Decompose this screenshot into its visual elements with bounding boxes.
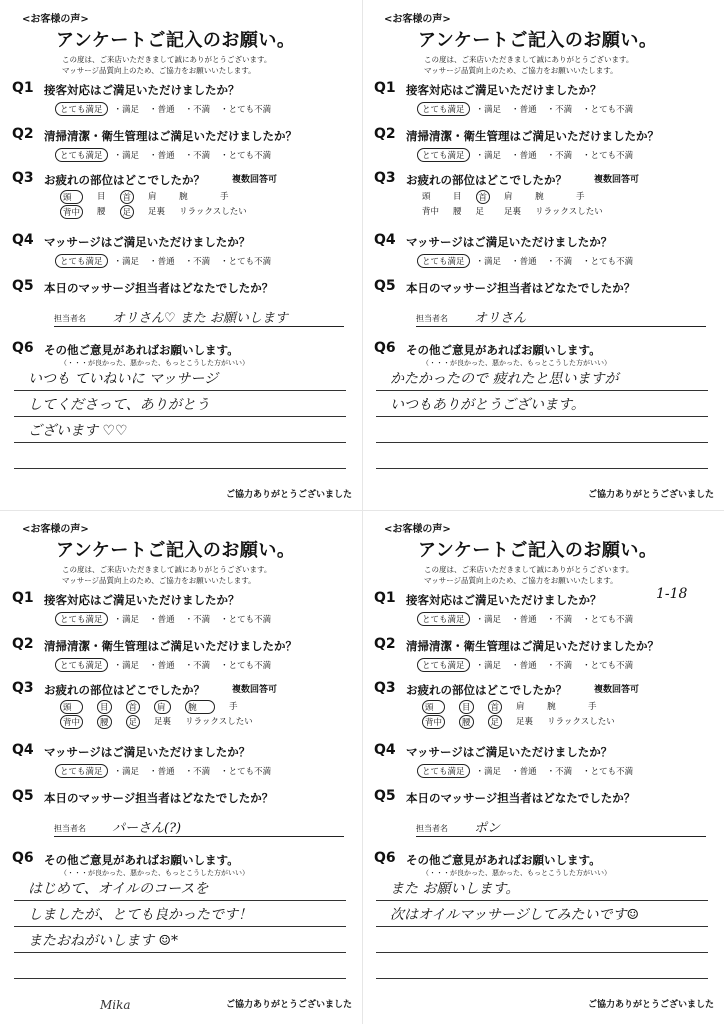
option-dissatisfied[interactable]: 不満 [193,257,211,267]
option-neutral[interactable]: 普通 [519,661,537,671]
separator-dot: ・ [546,257,556,267]
option-satisfied[interactable]: 満足 [122,615,140,625]
thanks-footer: ご協力ありがとうございました [587,1000,714,1010]
option-very-satisfied[interactable]: とても満足 [55,148,108,162]
separator-dot: ・ [220,661,229,671]
handwritten-comment: いつも ていねいに マッサージ [28,371,219,387]
separator-dot: ・ [113,257,123,267]
option-very-satisfied[interactable]: とても満足 [417,658,470,672]
option-very-satisfied[interactable]: とても満足 [55,612,108,626]
option-neutral[interactable]: 普通 [157,151,175,161]
option-very-dissatisfied[interactable]: とても不満 [590,105,634,115]
option-neutral[interactable]: 普通 [157,767,175,777]
separator-dot: ・ [582,661,591,671]
q4-options [60,254,281,268]
separator-dot: ・ [149,105,158,115]
q2-options [422,658,643,672]
option-very-dissatisfied[interactable]: とても不満 [590,767,634,777]
option-neutral[interactable]: 普通 [157,615,175,625]
body-part-option[interactable]: 手 [587,702,597,712]
staff-name-handwritten: オリさん♡ また お願いします [112,311,288,326]
body-part-option[interactable]: 頭 [422,192,431,202]
body-part-option[interactable]: 腕 [535,192,544,202]
separator-dot: ・ [511,257,520,267]
question-number: Q3 [374,170,396,186]
question-q6: その他ご意見があればお願いします。 [44,343,239,357]
option-very-dissatisfied[interactable]: とても不満 [228,661,272,671]
body-part-option[interactable]: 足 [475,207,485,217]
question-number: Q2 [12,636,34,652]
body-part-option[interactable]: 背中 [60,715,83,729]
handwritten-comment: してくださって、ありがとう [28,397,210,413]
staff-label: 担当者名 [54,824,86,833]
question-q4: マッサージはご満足いただけましたか？ [44,235,251,249]
intro-line: この度は、ご来店いただきまして誠にありがとうございます。 [62,55,272,64]
question-q4: マッサージはご満足いただけましたか？ [406,235,613,249]
q6-hint: （・・・が良かった、悪かった、もっとこうした方がいい） [422,869,611,877]
separator-dot: ・ [113,615,123,625]
body-part-option[interactable]: 腕 [547,702,556,712]
body-part-options [60,190,247,219]
staff-label: 担当者名 [54,314,86,323]
question-number: Q2 [12,126,34,142]
option-very-dissatisfied[interactable]: とても不満 [590,151,634,161]
separator-dot: ・ [511,105,520,115]
handwritten-comment: かたかったので 疲れたと思いますが [390,371,619,387]
question-number: Q3 [12,680,34,696]
question-q3: お疲れの部位はどこでしたか？ [44,683,205,697]
handwritten-comment: また お願いします。 [390,881,520,897]
intro-line: この度は、ご来店いただきまして誠にありがとうございます。 [424,55,634,64]
intro-text [62,54,271,76]
separator-dot: ・ [184,615,194,625]
q2-options [60,658,281,672]
option-satisfied[interactable]: 満足 [484,615,502,625]
separator-dot: ・ [184,257,194,267]
q4-options [422,254,643,268]
option-neutral[interactable]: 普通 [157,257,175,267]
body-part-option[interactable]: 肩 [504,192,513,202]
option-neutral[interactable]: 普通 [519,105,537,115]
separator-dot: ・ [546,151,556,161]
body-part-option[interactable]: 背中 [422,715,445,729]
separator-dot: ・ [184,661,194,671]
survey-sheet [366,516,718,1016]
header-tag: <お客様の声> [22,14,89,25]
body-part-option[interactable]: 目 [97,700,112,714]
body-part-option[interactable]: 手 [228,702,238,712]
question-q4: マッサージはご満足いただけましたか？ [44,745,251,759]
question-number: Q4 [12,742,34,758]
comment-line [376,926,708,927]
separator-dot: ・ [546,661,556,671]
question-number: Q3 [374,680,396,696]
body-part-option[interactable]: 肩 [516,702,525,712]
separator-dot: ・ [149,661,158,671]
question-number: Q1 [12,80,34,96]
survey-sheet [4,516,356,1016]
body-part-option[interactable]: 目 [459,700,474,714]
question-q5: 本日のマッサージ担当者はどなたでしたか？ [406,281,636,295]
survey-sheet [366,6,718,506]
separator-dot: ・ [220,151,229,161]
handwritten-signature: Mika [100,998,131,1012]
comment-line [14,468,346,469]
option-neutral[interactable]: 普通 [157,105,175,115]
question-number: Q2 [374,636,396,652]
separator-dot: ・ [475,151,485,161]
question-number: Q6 [12,850,34,866]
question-q1: 接客対応はご満足いただけましたか？ [44,593,240,607]
separator-dot: ・ [582,615,591,625]
question-number: Q1 [12,590,34,606]
q4-options [60,764,281,778]
question-q2: 清掃清潔・衛生管理はご満足いただけましたか？ [406,129,659,143]
body-part-option[interactable]: 腰 [97,715,112,729]
intro-text [62,564,271,586]
body-part-option[interactable]: 背中 [60,205,83,219]
separator-dot: ・ [511,151,520,161]
body-part-options [422,700,615,729]
body-part-option[interactable]: 腰 [459,715,474,729]
question-q1: 接客対応はご満足いただけましたか？ [44,83,240,97]
option-satisfied[interactable]: 満足 [484,767,502,777]
separator-dot: ・ [582,257,591,267]
body-part-option[interactable]: 首 [126,700,141,714]
option-satisfied[interactable]: 満足 [484,257,502,267]
separator-dot: ・ [184,105,194,115]
body-part-option[interactable]: 首 [476,190,491,204]
body-part-option[interactable]: 足裏 [154,717,172,727]
question-number: Q3 [12,170,34,186]
separator-dot: ・ [113,105,123,115]
separator-dot: ・ [113,767,123,777]
staff-name-field[interactable] [54,818,344,837]
q4-options [422,764,643,778]
option-very-dissatisfied[interactable]: とても不満 [228,105,272,115]
option-neutral[interactable]: 普通 [519,257,537,267]
separator-dot: ・ [582,105,591,115]
body-part-option[interactable]: 足裏 [516,717,534,727]
body-part-options [422,190,603,217]
multiple-answers-note: 複数回答可 [232,685,278,695]
body-part-option[interactable]: 首 [488,700,503,714]
separator-dot: ・ [475,767,485,777]
option-neutral[interactable]: 普通 [157,661,175,671]
question-number: Q6 [374,340,396,356]
body-part-option[interactable]: リラックスしたい [535,207,603,217]
handwritten-date: 1-18 [656,586,688,602]
body-part-option[interactable]: リラックスしたい [185,717,253,727]
separator-dot: ・ [475,615,485,625]
question-q6: その他ご意見があればお願いします。 [406,853,601,867]
question-q6: その他ご意見があればお願いします。 [406,343,601,357]
body-part-option[interactable]: 足 [488,715,503,729]
option-very-dissatisfied[interactable]: とても不満 [228,151,272,161]
separator-dot: ・ [582,767,591,777]
q1-options [60,612,281,626]
option-neutral[interactable]: 普通 [519,767,537,777]
option-dissatisfied[interactable]: 不満 [555,615,573,625]
separator-dot: ・ [475,661,485,671]
option-very-dissatisfied[interactable]: とても不満 [228,767,272,777]
separator-dot: ・ [149,151,158,161]
intro-line: マッサージ品質向上のため、ご協力をお願いいたします。 [62,66,256,75]
sheet-divider-horizontal [0,510,724,511]
question-q2: 清掃清潔・衛生管理はご満足いただけましたか？ [44,639,297,653]
option-satisfied[interactable]: 満足 [484,661,502,671]
comment-line [14,390,346,391]
option-very-satisfied[interactable]: とても満足 [55,102,108,116]
question-number: Q5 [12,788,34,804]
option-dissatisfied[interactable]: 不満 [193,615,211,625]
thanks-footer: ご協力ありがとうございました [587,490,714,500]
handwritten-comment: ございます ♡♡ [28,423,128,439]
question-number: Q4 [12,232,34,248]
question-q2: 清掃清潔・衛生管理はご満足いただけましたか？ [44,129,297,143]
intro-line: この度は、ご来店いただきまして誠にありがとうございます。 [424,565,634,574]
question-q1: 接客対応はご満足いただけましたか？ [406,593,602,607]
option-dissatisfied[interactable]: 不満 [555,661,573,671]
question-number: Q4 [374,742,396,758]
survey-title: アンケートご記入のお願い。 [418,30,658,51]
intro-line: この度は、ご来店いただきまして誠にありがとうございます。 [62,565,272,574]
comment-line [14,952,346,953]
survey-title: アンケートご記入のお願い。 [56,540,296,561]
separator-dot: ・ [475,105,485,115]
option-very-satisfied[interactable]: とても満足 [55,254,108,268]
separator-dot: ・ [546,105,556,115]
intro-line: マッサージ品質向上のため、ご協力をお願いいたします。 [424,576,618,585]
thanks-footer: ご協力ありがとうございました [225,1000,352,1010]
comment-line [14,926,346,927]
separator-dot: ・ [113,661,123,671]
staff-name-field[interactable] [416,308,706,327]
body-part-option[interactable]: 手 [575,192,585,202]
body-part-option[interactable]: 背中 [422,207,440,217]
option-dissatisfied[interactable]: 不満 [555,257,573,267]
option-dissatisfied[interactable]: 不満 [555,767,573,777]
option-very-dissatisfied[interactable]: とても不満 [590,257,634,267]
question-number: Q4 [374,232,396,248]
body-part-option[interactable]: 足裏 [148,207,166,217]
comment-line [14,416,346,417]
comment-line [376,390,708,391]
body-part-option[interactable]: 足 [126,715,141,729]
intro-line: マッサージ品質向上のため、ご協力をお願いいたします。 [62,576,256,585]
intro-text [424,564,633,586]
separator-dot: ・ [220,105,229,115]
body-part-option[interactable]: 腕 [185,700,215,714]
question-q2: 清掃清潔・衛生管理はご満足いただけましたか？ [406,639,659,653]
separator-dot: ・ [184,151,194,161]
comment-line [14,978,346,979]
body-part-options [60,700,253,729]
separator-dot: ・ [184,767,194,777]
option-satisfied[interactable]: 満足 [122,661,140,671]
separator-dot: ・ [113,151,123,161]
question-q5: 本日のマッサージ担当者はどなたでしたか？ [406,791,636,805]
body-part-option[interactable]: 首 [120,190,135,204]
separator-dot: ・ [511,767,520,777]
survey-sheet [4,6,356,506]
question-number: Q2 [374,126,396,142]
handwritten-comment: 次はオイルマッサージしてみたいです☺ [390,907,640,923]
body-part-option[interactable]: 腰 [97,207,106,217]
separator-dot: ・ [511,615,520,625]
separator-dot: ・ [546,615,556,625]
comment-line [14,900,346,901]
q1-options [60,102,281,116]
option-very-satisfied[interactable]: とても満足 [55,764,108,778]
comment-line [376,442,708,443]
body-part-option[interactable]: 目 [97,192,106,202]
option-satisfied[interactable]: 満足 [122,767,140,777]
question-q5: 本日のマッサージ担当者はどなたでしたか？ [44,281,274,295]
survey-title: アンケートご記入のお願い。 [56,30,296,51]
option-dissatisfied[interactable]: 不満 [193,661,211,671]
option-very-satisfied[interactable]: とても満足 [55,658,108,672]
body-part-option[interactable]: 足裏 [504,207,522,217]
option-very-dissatisfied[interactable]: とても不満 [228,257,272,267]
q2-options [60,148,281,162]
body-part-option[interactable]: リラックスしたい [179,207,247,217]
intro-line: マッサージ品質向上のため、ご協力をお願いいたします。 [424,66,618,75]
option-neutral[interactable]: 普通 [519,151,537,161]
question-q3: お疲れの部位はどこでしたか？ [406,173,567,187]
option-satisfied[interactable]: 満足 [484,151,502,161]
body-part-option[interactable]: リラックスしたい [547,717,615,727]
sheet-divider-vertical [362,0,363,1024]
separator-dot: ・ [220,767,229,777]
comment-line [376,978,708,979]
handwritten-comment: またおねがいします ☺* [28,933,179,949]
separator-dot: ・ [546,767,556,777]
survey-title: アンケートご記入のお願い。 [418,540,658,561]
question-number: Q1 [374,590,396,606]
option-very-dissatisfied[interactable]: とても不満 [228,615,272,625]
thanks-footer: ご協力ありがとうございました [225,490,352,500]
handwritten-comment: しましたが、とても良かったです！ [28,907,252,923]
staff-name-field[interactable] [54,308,344,327]
question-number: Q5 [12,278,34,294]
intro-text [424,54,633,76]
header-tag: <お客様の声> [384,524,451,535]
separator-dot: ・ [149,615,158,625]
question-q3: お疲れの部位はどこでしたか？ [44,173,205,187]
separator-dot: ・ [475,257,485,267]
option-neutral[interactable]: 普通 [519,615,537,625]
handwritten-comment: はじめて、オイルのコースを [28,881,209,897]
multiple-answers-note: 複数回答可 [232,175,278,185]
comment-line [376,416,708,417]
separator-dot: ・ [149,767,158,777]
separator-dot: ・ [220,615,229,625]
separator-dot: ・ [149,257,158,267]
separator-dot: ・ [511,661,520,671]
question-q3: お疲れの部位はどこでしたか？ [406,683,567,697]
body-part-option[interactable]: 足 [120,205,135,219]
option-dissatisfied[interactable]: 不満 [193,105,211,115]
separator-dot: ・ [582,151,591,161]
option-very-satisfied[interactable]: とても満足 [417,254,470,268]
body-part-option[interactable]: 目 [453,192,462,202]
option-very-dissatisfied[interactable]: とても不満 [590,615,634,625]
option-satisfied[interactable]: 満足 [122,105,140,115]
q6-hint: （・・・が良かった、悪かった、もっとこうした方がいい） [60,869,249,877]
q1-options [422,102,643,116]
option-dissatisfied[interactable]: 不満 [193,767,211,777]
question-number: Q5 [374,788,396,804]
question-number: Q5 [374,278,396,294]
body-part-option[interactable]: 肩 [148,192,157,202]
staff-name-field[interactable] [416,818,706,837]
option-dissatisfied[interactable]: 不満 [555,151,573,161]
option-very-satisfied[interactable]: とても満足 [417,102,470,116]
question-number: Q6 [374,850,396,866]
q2-options [422,148,643,162]
body-part-option[interactable]: 頭 [60,700,83,714]
body-part-option[interactable]: 頭 [422,700,445,714]
comment-line [376,468,708,469]
separator-dot: ・ [220,257,229,267]
body-part-option[interactable]: 手 [219,192,229,202]
header-tag: <お客様の声> [22,524,89,535]
option-dissatisfied[interactable]: 不満 [193,151,211,161]
comment-line [14,442,346,443]
q6-hint: （・・・が良かった、悪かった、もっとこうした方がいい） [60,359,249,367]
question-number: Q6 [12,340,34,356]
handwritten-comment: いつもありがとうございます。 [390,397,585,413]
staff-label: 担当者名 [416,824,448,833]
multiple-answers-note: 複数回答可 [594,175,640,185]
q1-options [422,612,643,626]
comment-line [376,952,708,953]
body-part-option[interactable]: 腕 [179,192,188,202]
q6-hint: （・・・が良かった、悪かった、もっとこうした方がいい） [422,359,611,367]
body-part-option[interactable]: 頭 [60,190,83,204]
staff-name-handwritten: オリさん [474,311,527,326]
option-very-satisfied[interactable]: とても満足 [417,148,470,162]
question-q4: マッサージはご満足いただけましたか？ [406,745,613,759]
option-very-satisfied[interactable]: とても満足 [417,764,470,778]
header-tag: <お客様の声> [384,14,451,25]
option-satisfied[interactable]: 満足 [484,105,502,115]
staff-name-handwritten: ポン [474,821,501,836]
option-dissatisfied[interactable]: 不満 [555,105,573,115]
option-very-satisfied[interactable]: とても満足 [417,612,470,626]
comment-line [376,900,708,901]
question-q1: 接客対応はご満足いただけましたか？ [406,83,602,97]
question-q6: その他ご意見があればお願いします。 [44,853,239,867]
staff-label: 担当者名 [416,314,448,323]
body-part-option[interactable]: 肩 [154,700,171,714]
question-number: Q1 [374,80,396,96]
option-very-dissatisfied[interactable]: とても不満 [590,661,634,671]
multiple-answers-note: 複数回答可 [594,685,640,695]
question-q5: 本日のマッサージ担当者はどなたでしたか？ [44,791,274,805]
option-satisfied[interactable]: 満足 [122,257,140,267]
body-part-option[interactable]: 腰 [453,207,462,217]
option-satisfied[interactable]: 満足 [122,151,140,161]
staff-name-handwritten: パーさん(?) [112,821,182,836]
